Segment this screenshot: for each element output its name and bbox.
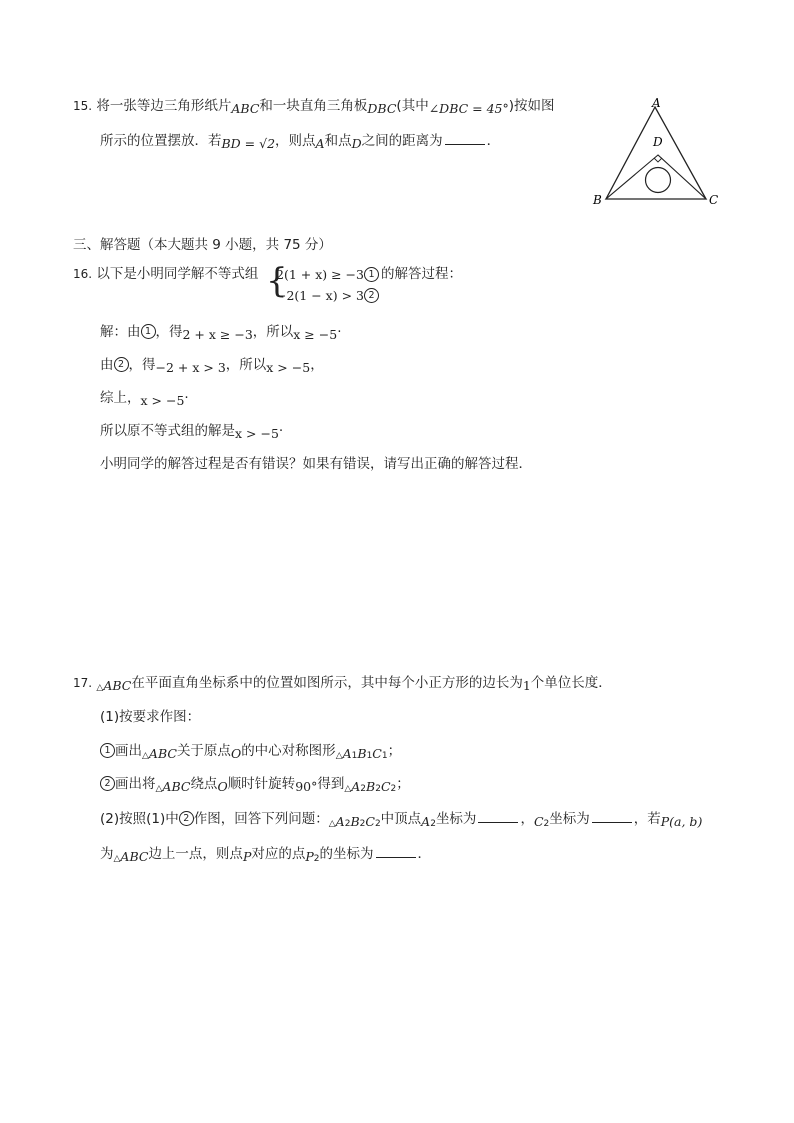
text: (2)按照(1)中 [100,811,179,827]
subscript: 1 [351,751,358,761]
subscript: 2 [359,819,366,829]
math: B [366,779,376,794]
q16-line1 [73,265,258,283]
right-angle-mark [654,158,662,162]
triangle-symbol: △ [113,854,121,864]
math-d: D [351,136,362,151]
circle-mark-1: 1 [100,743,115,758]
math: A [335,814,345,829]
math: A [342,746,352,761]
subscript: 2 [430,819,436,829]
eq1-text: 2(1 + x) ≥ −3 [276,267,364,282]
q15-text: )按如图 [508,98,555,114]
text: 个单位长度． [530,675,612,691]
q17-part2-line2 [100,845,431,865]
math: ABC [120,849,149,864]
text: 解：由 [100,324,141,340]
q17-line1 [73,674,612,694]
answer-blank-a2[interactable] [478,810,518,823]
math: x ≥ −5 [293,327,338,342]
text: 画出 [115,743,142,759]
q15-number: 15. [73,99,93,113]
text: · [337,324,342,340]
text: 作图，回答下列问题： [193,811,329,827]
triangle-symbol: △ [335,751,343,761]
triangle-symbol: △ [328,819,336,829]
circle-mark-2: 2 [100,776,115,791]
q16-step2 [100,356,324,374]
q16-number: 16. [73,267,93,281]
text: · [184,390,189,406]
q17-part1: (1)按要求作图： [100,709,201,725]
system-eq2 [276,288,379,304]
q16-text: 以下是小明同学解不等式组 [96,266,259,282]
q15-text: 和点 [324,133,352,149]
text: ， [520,811,534,827]
subscript: 2 [360,784,367,794]
math-angle: ∠DBC = 45° [428,101,509,116]
text: 综上， [100,390,141,406]
answer-blank-p2[interactable] [376,845,416,858]
subscript: 2 [375,784,381,794]
math: −2 + x > 3 [155,360,226,375]
q15-text: ，则点 [275,133,316,149]
math: P(a, b) [660,814,703,829]
text: ，得 [155,324,183,340]
math: B [350,814,360,829]
text: 得到 [317,776,345,792]
label-c: C [709,193,719,207]
brace: { [266,261,288,301]
text: ， [310,357,324,373]
math: 1 [522,678,531,693]
q17-number: 17. [73,676,93,690]
triangle-symbol: △ [142,751,149,761]
q15-text: 所示的位置摆放．若 [100,133,222,149]
math: C [372,746,382,761]
math: 2 + x ≥ −3 [182,327,253,342]
math: P [242,849,252,864]
subscript: 1 [366,751,373,761]
math-bd: BD = √2 [221,136,276,151]
label-b: B [593,193,602,207]
triangle-symbol: △ [155,784,163,794]
text: 坐标为 [435,811,477,827]
q17-part2-line1 [100,810,702,830]
math: ABC [148,746,177,761]
q16-step4 [100,422,283,440]
q15-text: (其中 [396,98,429,114]
math: O [230,746,242,761]
math: P [305,849,314,864]
text: 边上一点，则点 [148,846,243,862]
q15-text: 和一块直角三角板 [259,98,368,114]
math: B [357,746,367,761]
text: ，所以 [252,324,294,340]
math: x > −5 [235,426,279,441]
q16-step1 [100,323,341,341]
label-d: D [653,135,663,149]
text: ，所以 [225,357,267,373]
text: 的坐标为 [319,846,374,862]
math: x > −5 [266,360,311,375]
circle-mark-2: 2 [179,811,194,826]
answer-blank-c2[interactable] [592,810,632,823]
inequality-system [266,261,396,308]
triangle-symbol: △ [96,683,104,693]
text: ，得 [128,357,156,373]
math: x > −5 [140,393,185,408]
text: ，若 [633,811,661,827]
math-dbc: DBC [367,101,397,116]
math-abc: ABC [231,101,260,116]
label-a: A [652,96,661,110]
text: 画出将 [115,776,156,792]
triangle-symbol: △ [344,784,352,794]
q16-question: 小明同学的解答过程是否有错误？如果有错误，请写出正确的解答过程． [100,456,532,472]
text: 由 [100,357,114,373]
math: C [533,814,544,829]
text: ； [387,743,402,759]
circle-mark-2: 2 [364,288,379,303]
subscript: 1 [381,751,388,761]
math: ABC [162,779,191,794]
q16-line1-end: 的解答过程： [381,266,462,282]
q16-step3 [100,389,189,407]
math: C [365,814,375,829]
math: A [421,814,431,829]
q15-line1 [73,97,555,115]
text: 为 [100,846,114,862]
text: ； [396,776,410,792]
q15-text: 之间的距离为 [361,133,443,149]
math: O [217,779,228,794]
subscript: 2 [313,854,320,864]
math: ABC [103,678,132,693]
text: 顺时针旋转 [227,776,296,792]
math-a: A [315,136,325,151]
section-heading: 三、解答题（本大题共 9 小题，共 75 分） [73,237,332,253]
subscript: 2 [344,819,351,829]
system-eq1 [276,267,379,283]
q15-text: 将一张等边三角形纸片 [96,98,232,114]
subscript: 2 [543,819,550,829]
q17-task2 [100,775,410,795]
q15-triangle-figure [588,95,728,210]
q17-task1 [100,742,401,762]
text: 在平面直角坐标系中的位置如图所示，其中每个小正方形的边长为 [131,675,523,691]
text: · [278,423,284,439]
math: A [351,779,361,794]
text: 关于原点 [176,743,231,759]
circle-mark-1: 1 [141,324,156,339]
subscript: 2 [390,784,397,794]
math: 90° [295,779,318,794]
text: 的中心对称图形 [241,743,336,759]
text: 中顶点 [380,811,422,827]
subscript: 2 [374,819,381,829]
q15-text: ． [486,133,501,149]
text: 坐标为 [549,811,590,827]
circle-mark-1: 1 [364,267,379,282]
q15-line2 [100,132,500,150]
math: C [380,779,391,794]
answer-blank[interactable] [445,132,485,145]
text: 所以原不等式组的解是 [100,423,235,439]
circle-mark-2: 2 [114,357,129,372]
text: ． [417,846,432,862]
eq2-text: −2(1 − x) > 3 [276,288,364,303]
inner-circle [646,168,671,193]
text: 对应的点 [251,846,306,862]
text: 绕点 [190,776,218,792]
